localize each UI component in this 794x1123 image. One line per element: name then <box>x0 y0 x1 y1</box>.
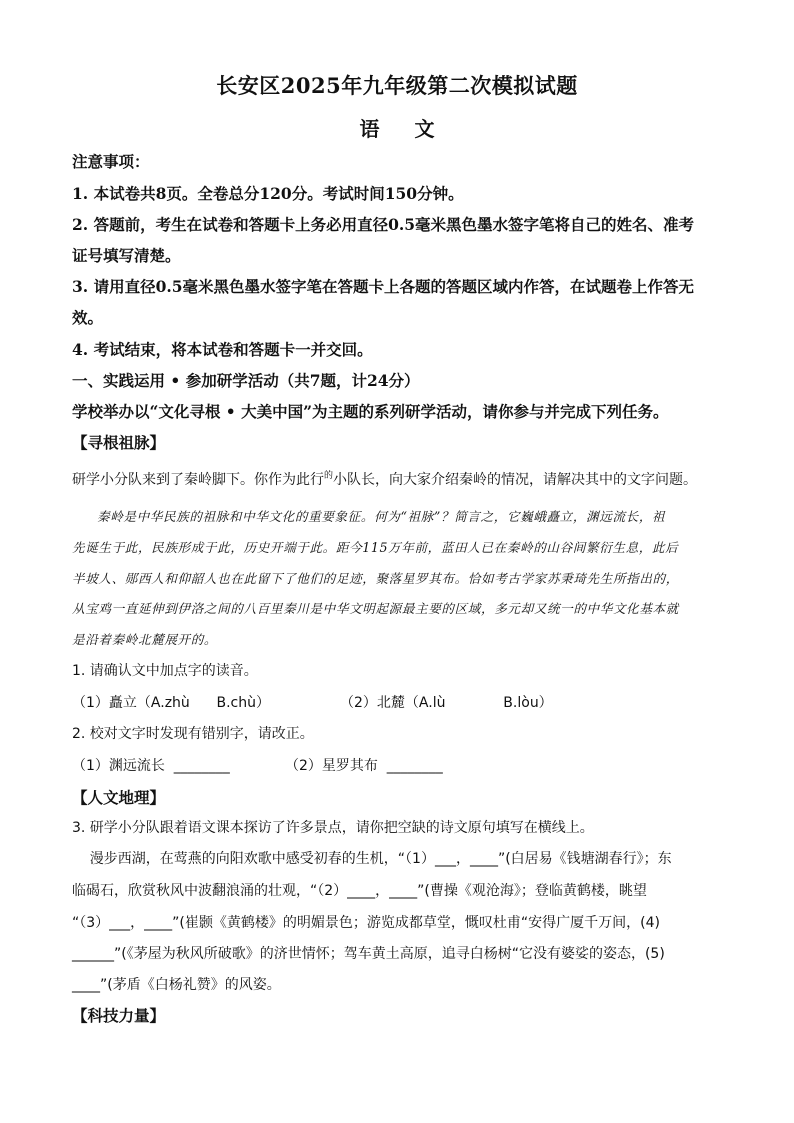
part-title-roots: 【寻根祖脉】 <box>72 433 166 452</box>
section-intro: 学校举办以“文化寻根 • 大美中国”为主题的系列研学活动，请你参与并完成下列任务。 <box>72 402 669 421</box>
notice-item-2-cont: 证号填写清楚。 <box>72 246 181 265</box>
notice-item-4: 4. 考试结束，将本试卷和答题卡一并交回。 <box>72 340 373 359</box>
part-title-technology: 【科技力量】 <box>72 1006 166 1025</box>
question-1: 1. 请确认文中加点字的读音。 <box>72 663 258 679</box>
passage-line-3: 半坡人、郧西人和仰韶人也在此留下了他们的足迹，聚落星罗其布。恰如考古学家苏秉琦先生所指出的， <box>72 571 679 586</box>
part-intro-a: 研学小分队来到了秦岭脚下。你作为此行 <box>72 472 324 488</box>
section-heading: 一、实践运用 • 参加研学活动（共7题，计24分） <box>72 371 420 390</box>
question-2-item-2: （2）星罗其布 ________ <box>285 758 443 774</box>
part-intro <box>72 468 697 489</box>
question-1-item-1: （1）矗立（A.zhù B.chù） <box>72 695 270 711</box>
question-2: 2. 校对文字时发现有错别字，请改正。 <box>72 726 314 742</box>
notice-item-1: 1. 本试卷共8页。全卷总分120分。考试时间150分钟。 <box>72 184 464 203</box>
question-3-line-2: 临碣石，欣赏秋风中波翻浪涌的壮观，“（2）____，____”(曹操《观沧海》；登临黄鹤楼，眺望 <box>72 883 647 899</box>
subject-title: 语 文 <box>359 117 449 141</box>
question-1-item-2: （2）北麓（A.lù B.lòu） <box>340 695 553 711</box>
question-2-item-1: （1）渊远流长 ________ <box>72 758 230 774</box>
passage-line-2: 先诞生于此，民族形成于此，历史开端于此。距今115万年前，蓝田人已在秦岭的山谷间繁衍生息，此后 <box>72 540 679 555</box>
notice-item-3-cont: 效。 <box>72 308 104 327</box>
part-intro-b: 小队长，向大家介绍秦岭的情况，请解决其中的文字问题。 <box>333 472 698 488</box>
passage-line-4: 从宝鸡一直延伸到伊洛之间的八百里秦川是中华文明起源最主要的区域，多元却又统一的中华文化基本就 <box>72 601 679 616</box>
part-title-geography: 【人文地理】 <box>72 788 166 807</box>
exam-title: 长安区2025年九年级第二次模拟试题 <box>216 73 578 98</box>
notice-item-3: 3. 请用直径0.5毫米黑色墨水签字笔在答题卡上各题的答题区域内作答，在试题卷上作答无 <box>72 277 695 296</box>
question-3-line-3: “（3）___，____”(崔颢《黄鹤楼》的明媚景色；游览成都草堂，慨叹杜甫“安得广厦千万间，(4) <box>72 915 660 931</box>
question-3-line-1: 漫步西湖，在莺燕的向阳欢歌中感受初春的生机，“（1）___，____”(白居易《钱塘湖春行》；东 <box>72 851 672 867</box>
question-3: 3. 研学小分队跟着语文课本探访了许多景点，请你把空缺的诗文原句填写在横线上。 <box>72 820 594 836</box>
notice-heading: 注意事项： <box>72 152 150 171</box>
part-intro-sup: 的 <box>324 471 334 481</box>
passage-line-1: 秦岭是中华民族的祖脉和中华文化的重要象征。何为“祖脉”？简言之，它巍峨矗立，渊远流长，祖 <box>97 509 666 524</box>
question-3-line-5: ____”(茅盾《白杨礼赞》的风姿。 <box>72 977 281 993</box>
question-3-line-4: ______”(《茅屋为秋风所破歌》的济世情怀；驾车黄土高原，追寻白杨树“它没有婆娑的姿态，(5) <box>72 946 665 962</box>
notice-item-2: 2. 答题前，考生在试卷和答题卡上务必用直径0.5毫米黑色墨水签字笔将自己的姓名、准考 <box>72 215 695 234</box>
passage-line-5: 是沿着秦岭北麓展开的。 <box>72 632 218 647</box>
